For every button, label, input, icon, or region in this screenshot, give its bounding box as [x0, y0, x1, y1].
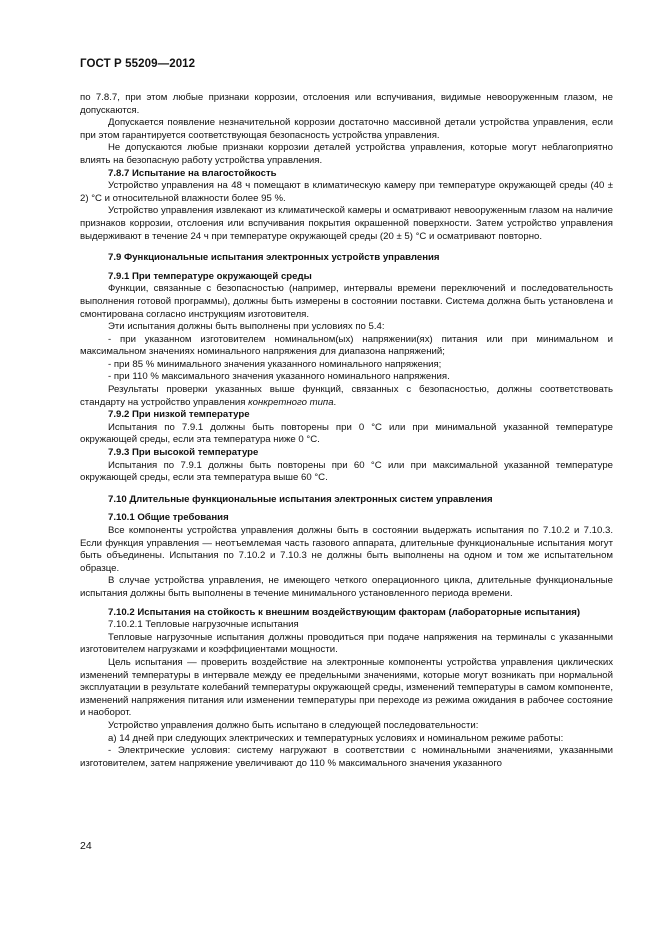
section-heading: 7.10.2 Испытания на стойкость к внешним воздействующим факторам (лабораторные испытания): [108, 606, 581, 618]
paragraph: Устройство управления извлекают из климатической камеры и осматривают невооруженным глазом на наличие признаков коррозии, отслоения или вспучивания покрытия окрашенной поверхности. Затем устройство управления выдерживают в течение 24 ч при температуре окружающей среды (20 ± 5) °С и осматривают повторно.: [80, 205, 613, 242]
paragraph: В случае устройства управления, не имеющего четкого операционного цикла, длительные функциональные испытания должны быть выполнены в течение минимального установленного периода времени.: [80, 575, 613, 599]
section-heading: 7.9.2 При низкой температуре: [108, 409, 250, 421]
paragraph: Эти испытания должны быть выполнены при условиях по 5.4:: [108, 321, 385, 333]
paragraph: Не допускаются любые признаки коррозии деталей устройства управления, которые могут неблагоприятно влиять на безопасную работу устройства управления.: [80, 142, 613, 166]
paragraph: Функции, связанные с безопасностью (например, интервалы времени переключений и последовательность выполнения готовой программы), должны быть измерены в состоянии поставки. Система должна быть установлена и смонтирована согласно инструкциям изготовителя.: [80, 283, 613, 320]
text-run: .: [333, 396, 337, 408]
paragraph: Испытания по 7.9.1 должны быть повторены при 60 °С или при максимальной указанной температуре окружающей среды, если эта температура выше 60 °С.: [80, 459, 613, 484]
paragraph: Испытания по 7.9.1 должны быть повторены при 0 °С или при минимальной указанной температуре окружающей среды, если эта температура ниже 0 °С.: [80, 421, 613, 446]
list-item: - при 110 % максимального значения указанного номинального напряжения.: [108, 371, 450, 383]
paragraph: по 7.8.7, при этом любые признаки коррозии, отслоения или вспучивания, видимые невооруженным глазом, не допускаются.: [80, 92, 613, 116]
document-body: [80, 92, 613, 770]
list-item: - Электрические условия: систему нагружают в соответствии с номинальными значениями, указанными изготовителем, затем напряжение увеличивают до 110 % максимального значения указанного: [80, 745, 613, 769]
paragraph: Цель испытания — проверить воздействие на электронные компоненты устройства управления циклических изменений температуры в интервале между ее предельными значениями, которые могут возникать при нормальной эксплуатации в результате колебаний температуры окружающей среды, изменений температуры в самом компоненте, изменений напряжения питания или изменении температуры при переходе из режима ожидания в рабочее состояние и наоборот.: [80, 656, 613, 719]
paragraph: Допускается появление незначительной коррозии достаточно массивной детали устройства управления, если при этом гарантируется соответствующая безопасность устройства управления.: [80, 117, 613, 141]
page-number: 24: [80, 840, 92, 852]
section-heading: 7.8.7 Испытание на влагостойкость: [108, 167, 277, 179]
list-item: - при 85 % минимального значения указанного номинального напряжения;: [108, 358, 442, 370]
paragraph: Все компоненты устройства управления должны быть в состоянии выдержать испытания по 7.10.2 и 7.10.3. Если функция управления — неотъемлемая часть газового аппарата, длительные функциональные испытания могут быть объединены. Испытания по 7.10.2 и 7.10.3 не должны быть выполнены на одном и том же испытательном образце.: [80, 525, 613, 574]
italic-text: конкретного типа: [248, 396, 334, 408]
section-heading: 7.9 Функциональные испытания электронных устройств управления: [108, 252, 440, 264]
paragraph: Устройство управления должно быть испытано в следующей последовательности:: [108, 719, 479, 731]
section-heading: 7.10.1 Общие требования: [108, 512, 229, 524]
list-item: - при указанном изготовителем номинальном(ых) напряжении(ях) питания или при минимальном и максимальном значениях номинального напряжения для диапазона напряжений;: [80, 333, 613, 358]
paragraph: [80, 384, 613, 409]
text-run: Результаты проверки указанных выше функций, связанных с безопасностью, должны соответствовать стандарту на устройство управления: [80, 384, 613, 408]
section-heading: 7.9.1 При температуре окружающей среды: [108, 270, 312, 282]
paragraph: 7.10.2.1 Тепловые нагрузочные испытания: [108, 619, 299, 631]
document-header: ГОСТ Р 55209—2012: [80, 58, 196, 70]
paragraph: Тепловые нагрузочные испытания должны проводиться при подаче напряжения на терминалы с указанными изготовителем нагрузками и коэффициентами мощности.: [80, 631, 613, 656]
paragraph: а) 14 дней при следующих электрических и температурных условиях и номинальном режиме работы:: [108, 732, 564, 744]
paragraph: Устройство управления на 48 ч помещают в климатическую камеру при температуре окружающей среды (40 ± 2) °С и относительной влажности более 95 %.: [80, 180, 613, 204]
section-heading: 7.10 Длительные функциональные испытания электронных систем управления: [108, 493, 493, 505]
section-heading: 7.9.3 При высокой температуре: [108, 447, 259, 459]
